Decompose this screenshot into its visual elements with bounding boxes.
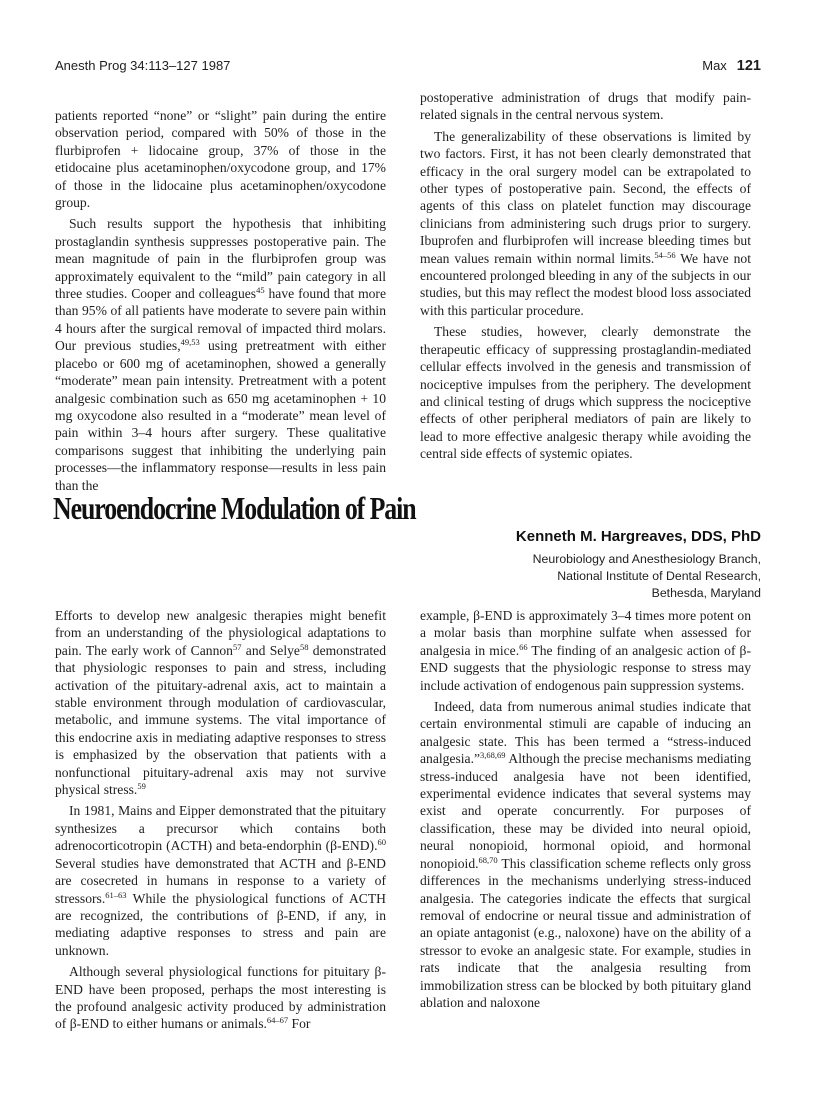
citation-ref: 59 [137,781,146,792]
paragraph: Such results support the hypothesis that inhibiting prostaglandin synthesis suppresses postoperative pain. The mean magnitude of pain in the flurbiprofen group was approximately equivalent to the “mild” pain category in all three studies. Cooper and colleagues$^{45}$ have found that more than 95% of all patients have moderate to severe pain within 4 hours after the surgical removal of impacted third molars. Our previous studies,$^{49,53}$ using pretreatment with either placebo or 600 mg of acetaminophen, showed a generally “moderate” mean pain intensity. Pretreatment with a potent analgesic combination such as 650 mg acetaminophen + 10 mg oxycodone also resulted in a “moderate” mean level of pain within 3–4 hours after surgery. These qualitative comparisons suggest that inhibiting the underlying pain processes—the inflammatory response—results in less pain than the [55,216,386,493]
paragraph: Although several physiological functions for pituitary β-END have been proposed, perhaps the most interesting is the profound analgesic activity produced by administration of β-END to either humans or animals.$^{64-67}$ For [55,964,386,1032]
paragraph: example, β-END is approximately 3–4 times more potent on a molar basis than morphine sulfate when assessed for analgesia in mice.$^{66}$ The finding of an analgesic action of β-END suggests that the physiologic response to stress may include activation of endogenous pain suppression systems. [420,608,751,693]
citation-ref: 57 [232,641,242,652]
paragraph: These studies, however, clearly demonstrate the therapeutic efficacy of suppressing prostaglandin-mediated cellular effects involved in the genesis and transmission of nociceptive impulses from the periphery. The development and clinical testing of drugs which suppress the nociceptive effects of other peripheral mediators of pain are likely to lead to more effective analgesic therapy while avoiding the central side effects of systemic opiates. [420,324,751,462]
citation-ref: 61–63 [105,889,127,900]
paragraph: In 1981, Mains and Eipper demonstrated that the pituitary synthesizes a precursor which contains both adrenocorticotropin (ACTH) and beta-endorphin (β-END).$^{60}$ Several studies have demonstrated that ACTH and β-END are cosecreted in humans in response to a variety of stressors.$^{61-63}$ While the physiological functions of ACTH are recognized, the contributions of β-END, if any, in mediating adaptive responses to stress and pain are unknown. [55,803,386,958]
author-affiliation: Neurobiology and Anesthesiology Branch, National Institute of Dental Research, Bethesda, Maryland [532,552,761,600]
paragraph: postoperative administration of drugs that modify pain-related signals in the central nervous system. [420,90,751,123]
author-block [516,528,761,602]
citation-ref: 58 [299,641,309,652]
running-author-and-page [702,58,761,74]
top-left-column [55,107,386,494]
bottom-right-column [420,607,751,1011]
citation-ref: 3,68,69 [480,750,506,761]
paragraph: Indeed, data from numerous animal studies indicate that certain environmental stimuli are capable of inducing an analgesic state. This has been termed a “stress-induced analgesia.”$^{3,68,69}$ Although the precise mechanisms mediating stress-induced analgesia have not been identified, experimental evidence indicates that several systems may exist and operate concurrently. For purposes of classification, these may be divided into neural opioid, neural nonopioid, hormonal opioid, and hormonal nonopioid.$^{68,70}$ This classification scheme reflects only gross differences in the mechanisms underlying stress-induced analgesia. The categories indicate the effects that surgical removal of endocrine or neural tissue and administration of an opiate antagonist (e.g., naloxone) have on the ability of a stressor to evoke an analgesic state. For example, studies in rats indicate that the analgesia resulting from immobilization stress can be blocked by both pituitary gland ablation and naloxone [420,699,751,1010]
paragraph: Efforts to develop new analgesic therapies might benefit from an understanding of the physiological adaptations to pain. The early work of Cannon$^{57}$ and Selye$^{58}$ demonstrated that physiologic responses to pain and stress, including activation of the pituitary-adrenal axis, act to maintain a stable environment through modulation of cardiovascular, metabolic, and immune systems. The vital importance of this endocrine axis in mediating adaptive responses to stress is emphasized by the observation that patients with a nonfunctional pituitary-adrenal axis may not survive physical stress.$^{59}$ [55,608,386,798]
citation-ref: 60 [377,837,386,848]
page-number: 121 [736,58,761,74]
paragraph: The generalizability of these observations is limited by two factors. First, it has not been clearly demonstrated that efficacy in the oral surgery model can be extrapolated to other types of postoperative pain. Second, the effects of agents of this class on platelet function may discourage clinicians from administering such drugs prior to surgery. Ibuprofen and flurbiprofen will increase bleeding times but mean values remain within normal limits.$^{54-56}$ We have not encountered prolonged bleeding in any of the subjects in our studies, but this may reflect the modest blood loss associated with this particular procedure. [420,128,751,318]
author-name: Kenneth M. Hargreaves, DDS, PhD [515,528,761,545]
citation-ref: 66 [519,641,528,652]
section-title: Neuroendocrine Modulation of Pain [53,491,416,526]
citation-ref: 49,53 [180,337,200,348]
running-head [55,58,761,78]
citation-ref: 45 [256,285,265,296]
bottom-left-column [55,607,386,1033]
citation-ref: 68,70 [478,854,498,865]
journal-citation: Anesth Prog 34:113–127 1987 [55,58,231,73]
citation-ref: 54–56 [654,249,676,260]
top-right-column [420,89,751,463]
author-degrees: DDS, PhD [686,528,761,545]
running-author: Max [702,58,727,73]
paragraph: patients reported “none” or “slight” pain during the entire observation period, compared with 50% of those in the flurbiprofen + lidocaine group, 37% of those in the etidocaine plus acetaminophen/oxycodone group, and 17% of those in the lidocaine plus acetaminophen/oxycodone group. [55,108,386,211]
citation-ref: 64–67 [266,1015,289,1026]
